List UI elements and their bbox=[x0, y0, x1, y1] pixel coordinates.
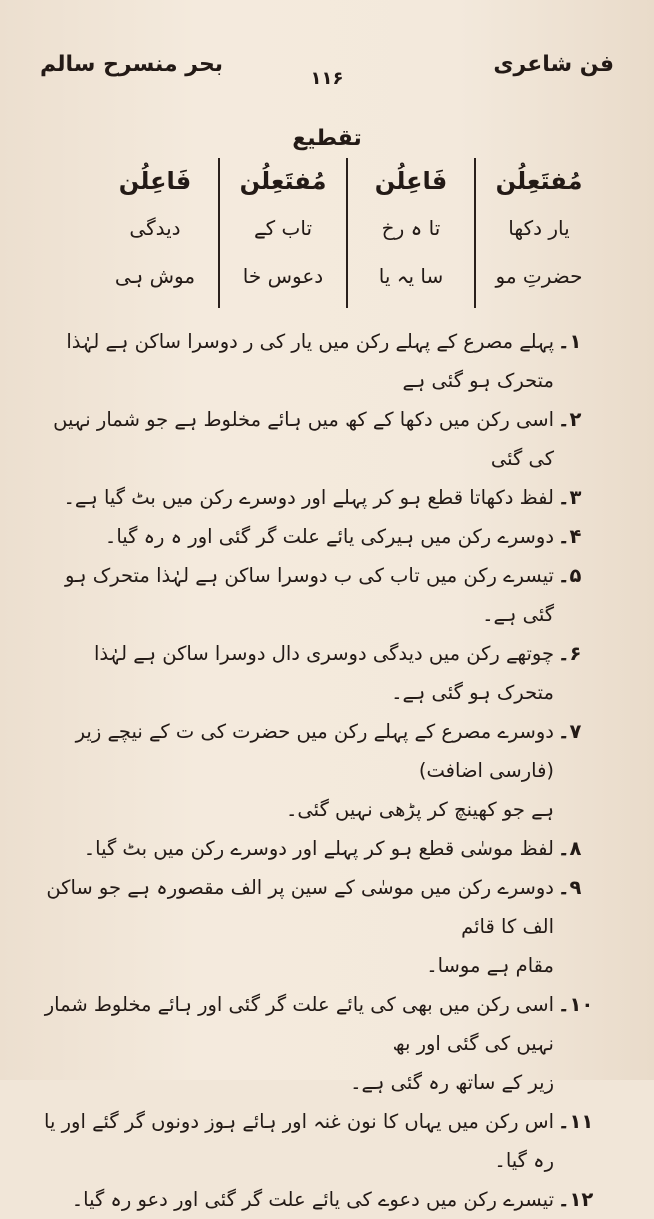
note-number: ۱۲۔ bbox=[558, 1188, 594, 1211]
scansion-column bbox=[346, 158, 474, 308]
scansion-cell: حضرتِ مو bbox=[495, 264, 583, 288]
scansion-cell: یار دکھا bbox=[508, 216, 570, 240]
page-number: ۱۱۶ bbox=[310, 68, 344, 89]
note-continuation: زیر کے ساتھ رہ گئی ہے۔ bbox=[350, 1071, 554, 1094]
note-number: ۸۔ bbox=[558, 837, 582, 860]
note-text: لفظ موسٰی قطع ہو کر پہلے اور دوسرے رکن میں بٹ گیا۔ bbox=[83, 837, 554, 860]
note-item bbox=[40, 478, 610, 517]
book-title: فن شاعری bbox=[493, 52, 614, 77]
note-item bbox=[40, 1102, 610, 1180]
note-number: ۷۔ bbox=[558, 720, 582, 743]
note-item bbox=[40, 634, 610, 712]
note-number: ۱۔ bbox=[558, 330, 582, 353]
note-item bbox=[40, 400, 610, 478]
note-item bbox=[40, 1180, 610, 1219]
metrical-foot: فَاعِلُن bbox=[374, 167, 448, 195]
scansion-title: تقطیع bbox=[292, 126, 362, 151]
note-item bbox=[40, 985, 610, 1102]
scansion-cell: دیدگی bbox=[129, 216, 181, 240]
scansion-column bbox=[92, 158, 218, 308]
note-text: تیسرے رکن میں دعوے کی یائے علت گر گئی اور دعو رہ گیا۔ bbox=[71, 1188, 554, 1211]
note-text: چوتھے رکن میں دیدگی دوسری دال دوسرا ساکن ہے لہٰذا متحرک ہو گئی ہے۔ bbox=[94, 642, 554, 704]
note-text: لفظ دکھاتا قطع ہو کر پہلے اور دوسرے رکن میں بٹ گیا ہے۔ bbox=[63, 486, 554, 509]
note-number: ۱۰۔ bbox=[558, 993, 594, 1016]
note-number: ۹۔ bbox=[558, 876, 582, 899]
scansion-table bbox=[92, 158, 602, 308]
note-text: پہلے مصرع کے پہلے رکن میں یار کی ر دوسرا ساکن ہے لہٰذا متحرک ہو گئی ہے bbox=[66, 330, 554, 392]
scansion-cell: موش ہی bbox=[114, 264, 196, 288]
metrical-foot: مُفتَعِلُن bbox=[239, 167, 327, 195]
page-header bbox=[40, 52, 614, 102]
note-text: دوسرے رکن میں موسٰی کے سین پر الف مقصورہ ہے جو ساکن الف کا قائم bbox=[46, 876, 554, 938]
notes-list bbox=[40, 322, 610, 1219]
note-number: ۱۱۔ bbox=[558, 1110, 594, 1133]
note-item bbox=[40, 322, 610, 400]
note-number: ۵۔ bbox=[558, 564, 582, 587]
note-text: تیسرے رکن میں تاب کی ب دوسرا ساکن ہے لہٰذا متحرک ہو گئی ہے۔ bbox=[65, 564, 554, 626]
scansion-cell: دعوس خا bbox=[242, 264, 324, 288]
note-item bbox=[40, 556, 610, 634]
note-item bbox=[40, 712, 610, 829]
note-text: اسی رکن میں دکھا کے کھ میں ہائے مخلوط ہے جو شمار نہیں کی گئی bbox=[53, 408, 554, 470]
note-text: اس رکن میں یہاں کا نون غنہ اور ہائے ہوز دونوں گر گئے اور یا رہ گیا۔ bbox=[44, 1110, 554, 1172]
scansion-cell: تاب کے bbox=[253, 216, 313, 240]
scansion-cell: سا یہ یا bbox=[378, 264, 444, 288]
note-item bbox=[40, 829, 610, 868]
note-continuation: ہے جو کھینچ کر پڑھی نہیں گئی۔ bbox=[286, 798, 554, 821]
scansion-column bbox=[218, 158, 346, 308]
note-number: ۲۔ bbox=[558, 408, 582, 431]
note-number: ۶۔ bbox=[558, 642, 582, 665]
note-number: ۴۔ bbox=[558, 525, 582, 548]
note-continuation: مقام ہے موسا۔ bbox=[426, 954, 554, 977]
note-text: اسی رکن میں بھی کی یائے علت گر گئی اور ہائے مخلوط شمار نہیں کی گئی اور بھ bbox=[44, 993, 554, 1055]
scansion-column bbox=[474, 158, 602, 308]
metrical-foot: فَاعِلُن bbox=[118, 167, 192, 195]
note-item bbox=[40, 517, 610, 556]
metrical-foot: مُفتَعِلُن bbox=[495, 167, 583, 195]
note-item bbox=[40, 868, 610, 985]
note-text: دوسرے مصرع کے پہلے رکن میں حضرت کی ت کے نیچے زیر (فارسی اضافت) bbox=[75, 720, 554, 782]
note-text: دوسرے رکن میں ہیرکی یائے علت گر گئی اور ہ رہ گیا۔ bbox=[104, 525, 554, 548]
note-number: ۳۔ bbox=[558, 486, 582, 509]
meter-name: بحر منسرح سالم bbox=[40, 52, 224, 77]
scansion-cell: تا ہ رخ bbox=[381, 216, 441, 240]
